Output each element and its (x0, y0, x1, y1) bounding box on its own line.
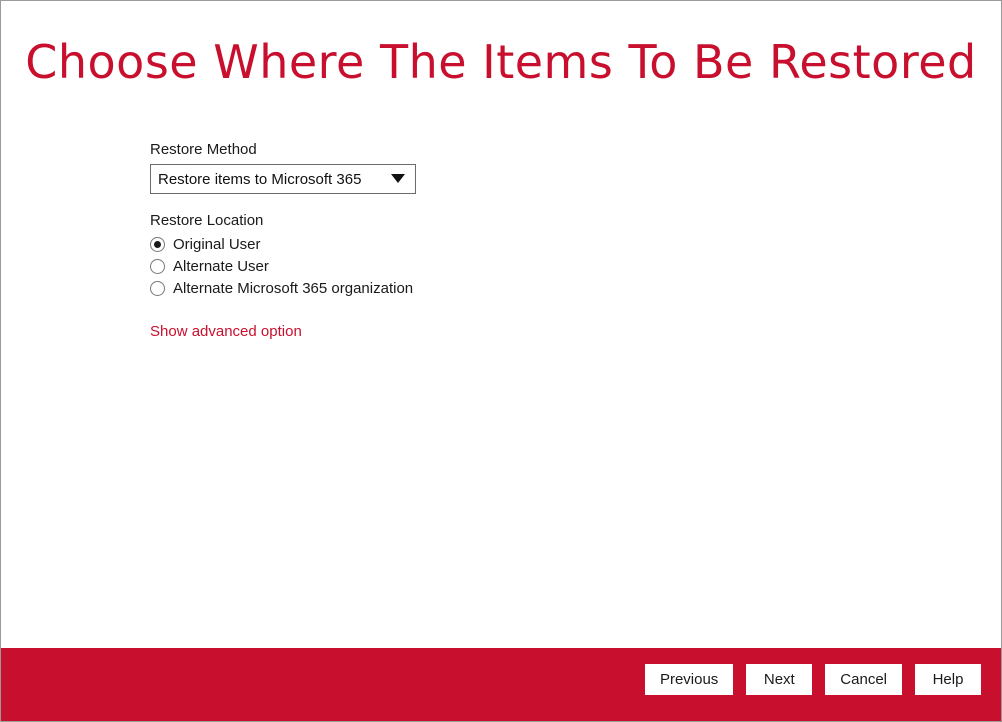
restore-method-select[interactable] (150, 164, 416, 194)
footer-bar (1, 648, 1001, 721)
radio-alternate-organization[interactable] (150, 280, 961, 297)
chevron-down-icon (391, 174, 405, 183)
restore-method-label: Restore Method (150, 141, 257, 158)
footer-button-bar (645, 664, 981, 695)
restore-location-label: Restore Location (150, 212, 264, 229)
previous-button[interactable]: Previous (645, 664, 733, 695)
form-area (150, 141, 961, 341)
radio-indicator[interactable] (150, 259, 165, 274)
radio-original-user[interactable] (150, 236, 961, 253)
restore-method-value: Restore items to Microsoft 365 (158, 171, 362, 188)
radio-indicator[interactable] (150, 237, 165, 252)
radio-alternate-user[interactable] (150, 258, 961, 275)
radio-label: Original User (173, 236, 261, 253)
show-advanced-option-link[interactable]: Show advanced option (150, 323, 302, 340)
cancel-button[interactable]: Cancel (825, 664, 902, 695)
next-button[interactable]: Next (746, 664, 812, 695)
radio-label: Alternate User (173, 258, 269, 275)
radio-indicator[interactable] (150, 281, 165, 296)
radio-label: Alternate Microsoft 365 organization (173, 280, 414, 297)
page-title: Choose Where The Items To Be Restored (25, 35, 977, 89)
help-button[interactable]: Help (915, 664, 981, 695)
